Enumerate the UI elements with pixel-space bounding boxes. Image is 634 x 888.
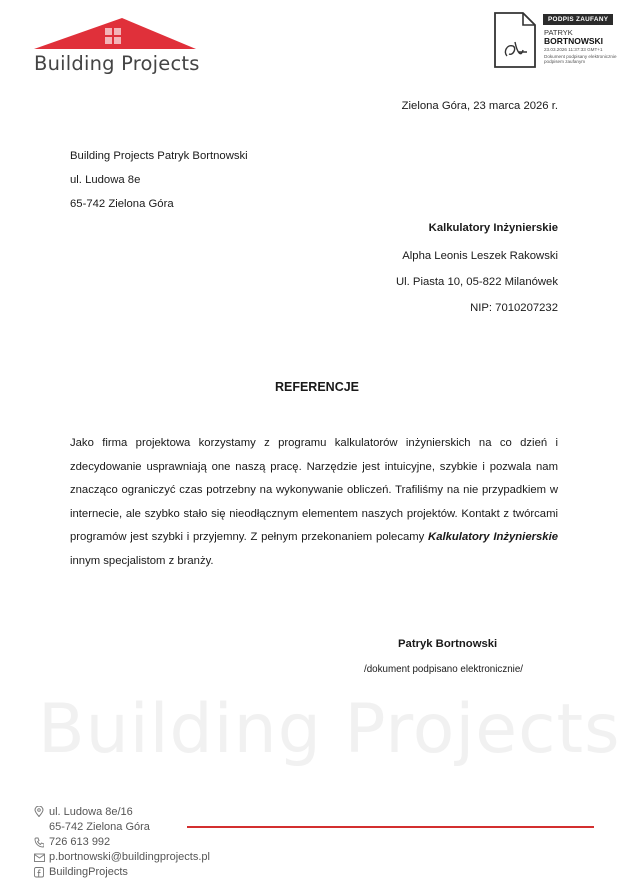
- signed-document-icon: [493, 12, 537, 68]
- sender-city: 65-742 Zielona Góra: [70, 198, 174, 210]
- company-logo: [34, 16, 204, 78]
- signer-last-name: BORTNOWSKI: [544, 36, 604, 46]
- sender-street: ul. Ludowa 8e: [70, 174, 141, 186]
- recipient-name: Kalkulatory Inżynierskie: [428, 222, 558, 234]
- sender-name: Building Projects Patryk Bortnowski: [70, 150, 248, 162]
- email-icon: [34, 852, 44, 863]
- signature-note: Dokument podpisany elektronicznie podpisem zaufanym: [544, 54, 617, 64]
- phone-icon: [34, 837, 44, 848]
- recipient-address: Ul. Piasta 10, 05-822 Milanówek: [395, 276, 558, 288]
- footer-social[interactable]: BuildingProjects: [49, 866, 128, 878]
- body-emphasis: Kalkulatory Inżynierskie: [428, 531, 558, 543]
- recipient-nip: NIP: 7010207232: [470, 302, 558, 314]
- signature-timestamp: 23.03.2026 11:37:33 GMT+1: [544, 47, 603, 52]
- recipient-company: Alpha Leonis Leszek Rakowski: [402, 250, 558, 262]
- location-pin-icon: [34, 806, 44, 817]
- watermark: Building Projects: [38, 690, 621, 769]
- body-text-part1: Jako firma projektowa korzystamy z programu kalkulatorów inżynierskich na co dzień i zdecydowanie usprawniają one naszą pracę. Narzędzie jest intuicyjne, szybkie i pozwala nam znacząco ograniczyć czas potrzebny na wykonywanie obliczeń. Trafiliśmy na nie przypadkiem w internecie, ale szybko stało się nieodłącznym elementem naszych projektów. Kontakt z twórcami programów jest szybki i przyjemny. Z pełnym przekonaniem polecamy: [70, 437, 558, 543]
- footer-divider: [187, 826, 594, 828]
- closing-name: Patryk Bortnowski: [398, 638, 498, 650]
- logo-text: Building Projects: [34, 52, 200, 75]
- footer-address-line1: ul. Ludowa 8e/16: [49, 806, 133, 818]
- trusted-signature-badge: PODPIS ZAUFANY: [543, 14, 613, 25]
- footer-email[interactable]: p.bortnowski@buildingprojects.pl: [49, 851, 210, 863]
- facebook-icon: [34, 867, 44, 878]
- document-title: REFERENCJE: [274, 380, 360, 394]
- signer-first-name: PATRYK: [544, 28, 573, 37]
- reference-body: [70, 432, 558, 573]
- body-text-part2: innym specjalistom z branży.: [70, 554, 214, 567]
- footer-address-line2: 65-742 Zielona Góra: [49, 821, 150, 833]
- footer-phone: 726 613 992: [49, 836, 111, 848]
- roof-icon: [34, 16, 204, 52]
- signature-stamp: [493, 12, 629, 70]
- date-line: Zielona Góra, 23 marca 2026 r.: [401, 100, 558, 112]
- closing-note: /dokument podpisano elektronicznie/: [364, 664, 524, 675]
